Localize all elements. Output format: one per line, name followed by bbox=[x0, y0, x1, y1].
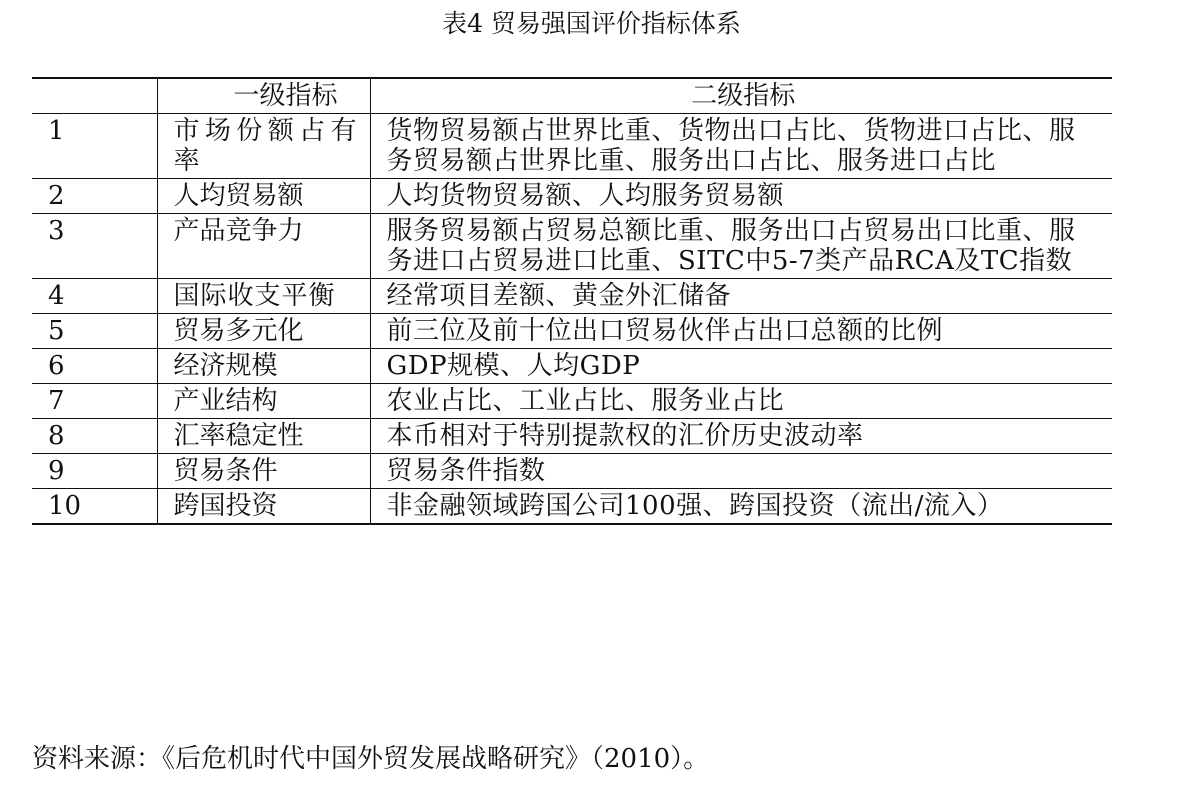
row-number: 9 bbox=[32, 454, 157, 489]
level2-indicators: GDP规模、人均GDP bbox=[370, 349, 1112, 384]
level2-indicators: 服务贸易额占贸易总额比重、服务出口占贸易出口比重、服务进口占贸易进口比重、SITC中5-7类产品RCA及TC指数 bbox=[370, 214, 1112, 279]
row-number: 10 bbox=[32, 489, 157, 525]
level2-indicators: 货物贸易额占世界比重、货物出口占比、货物进口占比、服务贸易额占世界比重、服务出口占比、服务进口占比 bbox=[370, 114, 1112, 179]
level2-indicators: 前三位及前十位出口贸易伙伴占出口总额的比例 bbox=[370, 314, 1112, 349]
row-number: 1 bbox=[32, 114, 157, 179]
row-number: 6 bbox=[32, 349, 157, 384]
table-row bbox=[32, 179, 1112, 214]
header-level1-indicator: 一级指标 bbox=[157, 78, 370, 114]
level1-indicator: 经济规模 bbox=[157, 349, 370, 384]
table-row bbox=[32, 489, 1112, 525]
level2-indicators: 本币相对于特别提款权的汇价历史波动率 bbox=[370, 419, 1112, 454]
table-row bbox=[32, 454, 1112, 489]
level1-indicator: 市场份额占有率 bbox=[157, 114, 370, 179]
level2-indicators: 贸易条件指数 bbox=[370, 454, 1112, 489]
header-level2-indicator: 二级指标 bbox=[370, 78, 1112, 114]
level2-indicators: 非金融领域跨国公司100强、跨国投资（流出/流入） bbox=[370, 489, 1112, 525]
row-number: 7 bbox=[32, 384, 157, 419]
level1-indicator: 跨国投资 bbox=[157, 489, 370, 525]
table-row bbox=[32, 419, 1112, 454]
table-row bbox=[32, 279, 1112, 314]
row-number: 2 bbox=[32, 179, 157, 214]
level1-indicator: 产品竞争力 bbox=[157, 214, 370, 279]
row-number: 5 bbox=[32, 314, 157, 349]
table-row bbox=[32, 214, 1112, 279]
level1-indicator: 汇率稳定性 bbox=[157, 419, 370, 454]
level1-indicator: 人均贸易额 bbox=[157, 179, 370, 214]
level2-indicators: 农业占比、工业占比、服务业占比 bbox=[370, 384, 1112, 419]
level1-indicator: 贸易条件 bbox=[157, 454, 370, 489]
level1-indicator: 贸易多元化 bbox=[157, 314, 370, 349]
table-row bbox=[32, 384, 1112, 419]
table-row bbox=[32, 349, 1112, 384]
row-number: 3 bbox=[32, 214, 157, 279]
indicator-table bbox=[32, 77, 1112, 525]
table-header-row bbox=[32, 78, 1112, 114]
level2-indicators: 经常项目差额、黄金外汇储备 bbox=[370, 279, 1112, 314]
source-note: 资料来源：《后危机时代中国外贸发展战略研究》（2010）。 bbox=[32, 744, 710, 774]
header-number bbox=[32, 78, 157, 114]
level2-indicators: 人均货物贸易额、人均服务贸易额 bbox=[370, 179, 1112, 214]
table-row bbox=[32, 314, 1112, 349]
row-number: 8 bbox=[32, 419, 157, 454]
row-number: 4 bbox=[32, 279, 157, 314]
level1-indicator: 国际收支平衡 bbox=[157, 279, 370, 314]
level1-indicator: 产业结构 bbox=[157, 384, 370, 419]
table-title: 表4 贸易强国评价指标体系 bbox=[442, 9, 741, 38]
table-row bbox=[32, 114, 1112, 179]
